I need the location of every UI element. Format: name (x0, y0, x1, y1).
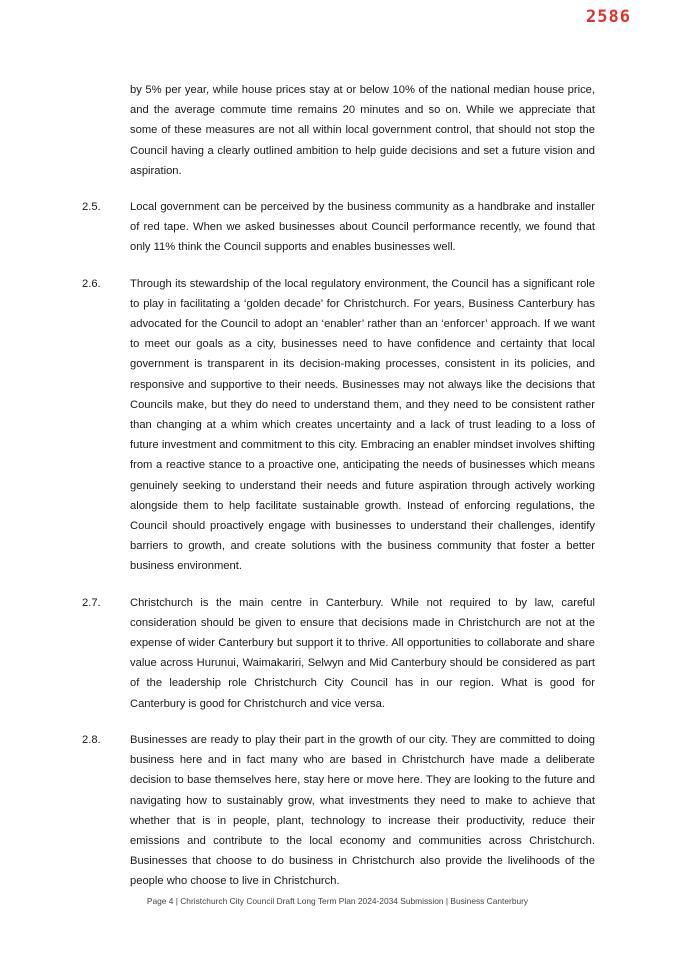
paragraph-number: 2.7. (82, 596, 101, 609)
paragraph-text: Businesses are ready to play their part in the growth of our city. They are committed to doing business here and in fact many who are based in Christchurch have made a deliberate decision to base themselves here, stay here or move here. They are looking to the future and navigating how to sustainably grow, what investments they need to make to achieve that whether that is in people, plant, technology to increase their productivity, reduce their emissions and contribute to the local economy and communities across Christchurch. Businesses that choose to do business in Christchurch also provide the livelihoods of the people who choose to live in Christchurch. (130, 733, 595, 888)
paragraph-number: 2.6. (82, 277, 101, 290)
paragraph-text: Through its stewardship of the local regulatory environment, the Council has a significant role to play in facilitating a ‘golden decade’ for Christchurch. For years, Business Canterbury has advocated for the Council to adopt an ‘enabler’ rather than an ‘enforcer’ approach. If we want to meet our goals as a city, businesses need to have confidence and certainty that local government is transparent in its decision-making processes, consistent in its policies, and responsive and supportive to their needs. Businesses may not always like the decisions that Councils make, but they do need to understand them, and they need to be consistent rather than changing at a whim which creates uncertainty and a lack of trust leading to a loss of future investment and commitment to this city. Embracing an enabler mindset involves shifting from a reactive stance to a proactive one, anticipating the needs of businesses which means genuinely seeking to understand their needs and future aspiration through actively working alongside them to help facilitate sustainable growth. Instead of enforcing regulations, the Council should proactively engage with businesses to understand their challenges, identify barriers to growth, and create solutions with the business community that foster a better business environment. (130, 277, 595, 573)
page-stamp: 2586 (586, 7, 631, 27)
paragraph-2-5 (82, 197, 595, 258)
paragraph-text: Christchurch is the main centre in Canterbury. While not required to by law, careful consideration should be given to ensure that decisions made in Christchurch are not at the expense of wider Canterbury but support it to thrive. All opportunities to collaborate and share value across Hurunui, Waimakariri, Selwyn and Mid Canterbury should be considered as part of the leadership role Christchurch City Council has in our region. What is good for Canterbury is good for Christchurch and vice versa. (130, 596, 595, 710)
paragraph-text: Local government can be perceived by the business community as a handbrake and installer of red tape. When we asked businesses about Council performance recently, we found that only 11% think the Council supports and enables businesses well. (130, 201, 595, 254)
paragraph-2-8 (82, 730, 595, 892)
paragraph-2-6 (82, 274, 595, 577)
paragraph-text: by 5% per year, while house prices stay at or below 10% of the national median house price, and the average commute time remains 20 minutes and so on. While we appreciate that some of these measures are not all within local government control, that should not stop the Council having a clearly outlined ambition to help guide decisions and set a future vision and aspiration. (130, 84, 595, 177)
page-footer: Page 4 | Christchurch City Council Draft Long Term Plan 2024-2034 Submission | Business Canterbury (146, 896, 529, 906)
document-body (82, 80, 595, 908)
paragraph-2-7 (82, 593, 595, 714)
paragraph-number: 2.5. (82, 201, 101, 214)
continued-paragraph (82, 80, 595, 181)
paragraph-number: 2.8. (82, 733, 101, 746)
